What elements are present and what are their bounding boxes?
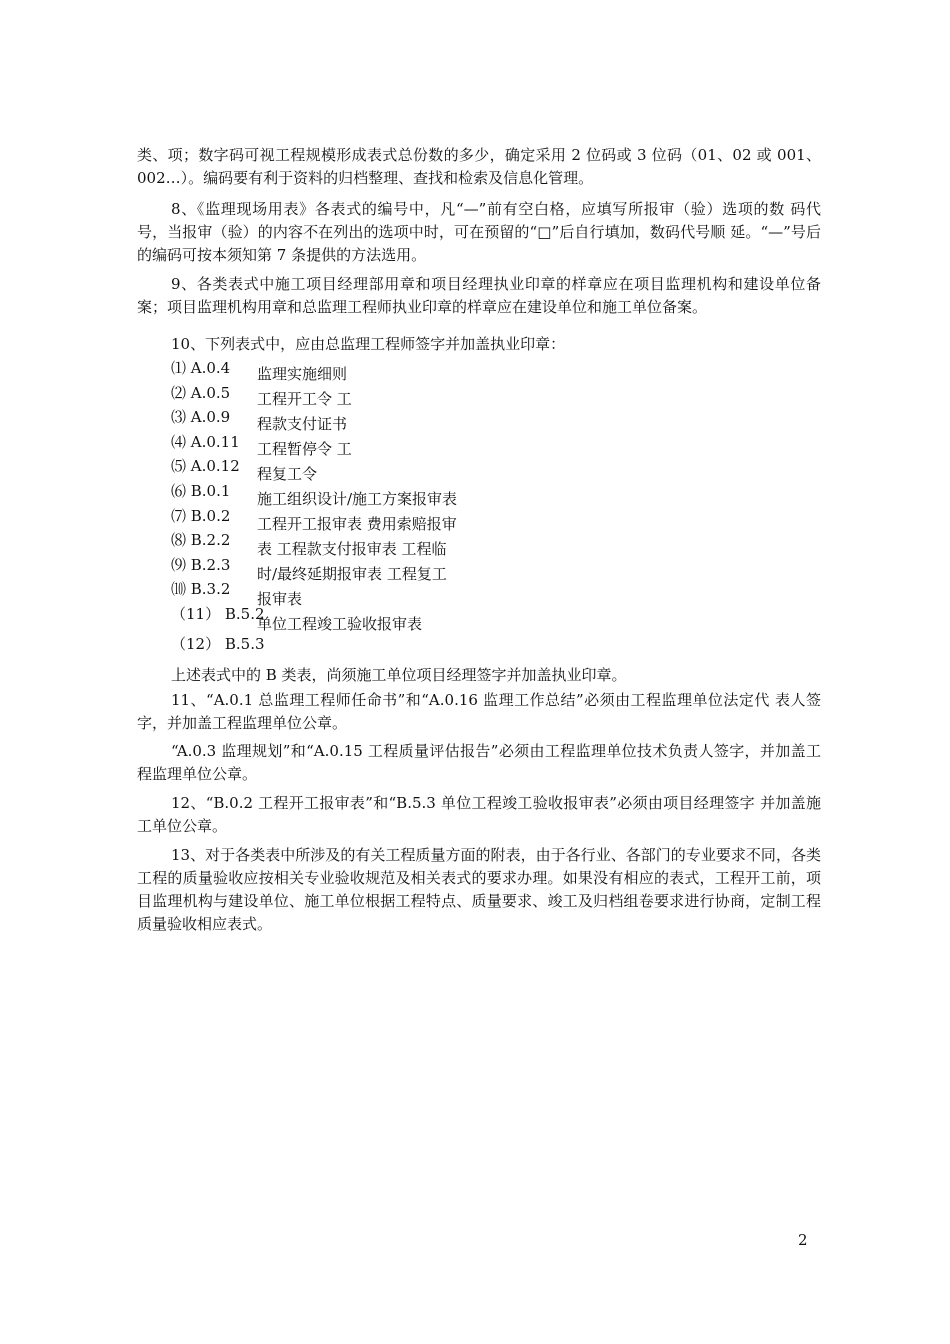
paragraph-9: 9、各类表式中施工项目经理部用章和项目经理执业印章的样章应在项目监理机构和建设单位备案；项目监理机构用章和总监理工程师执业印章的样章应在建设单位和施工单位备案。	[137, 275, 821, 316]
form-name-list	[257, 362, 492, 637]
paragraph-10: 10、下列表式中，应由总监理工程师签字并加盖执业印章：	[171, 335, 566, 353]
paragraph-10-note: 上述表式中的 B 类表，尚须施工单位项目经理签字并加盖执业印章。	[171, 666, 627, 684]
form-name: 程款支付证书	[257, 415, 348, 433]
form-code: ⑷ A.0.11	[171, 432, 240, 451]
form-name: 工程暂停令 工	[257, 440, 352, 458]
form-code: ⑽ B.3.2	[171, 580, 231, 599]
form-code: ⑺ B.0.2	[171, 506, 231, 525]
form-code: ⑼ B.2.3	[171, 555, 231, 574]
form-code: ⑶ A.0.9	[171, 408, 231, 427]
form-code: ⑵ A.0.5	[171, 383, 231, 402]
paragraph-11b: “A.0.3 监理规划”和“A.0.15 工程质量评估报告”必须由工程监理单位技术负责人签字，并加盖工程监理单位公章。	[137, 742, 821, 783]
form-code: ⑹ B.0.1	[171, 481, 231, 500]
paragraph-13: 13、对于各类表中所涉及的有关工程质量方面的附表，由于各行业、各部门的专业要求不同，各类工程的质量验收应按相关专业验收规范及相关表式的要求办理。如果没有相应的表式，工程开工前，项目监理机构与建设单位、施工单位根据工程特点、质量要求、竣工及归档组卷要求进行协商，定制工程质量验收相应表式。	[137, 846, 821, 933]
form-name: 施工组织设计/施工方案报审表	[257, 490, 458, 508]
paragraph-12: 12、“B.0.2 工程开工报审表”和“B.5.3 单位工程竣工验收报审表”必须由项目经理签字 并加盖施工单位公章。	[137, 794, 821, 835]
form-name: 工程开工令 工	[257, 390, 352, 408]
page-number: 2	[798, 1231, 808, 1249]
form-name: 单位工程竣工验收报审表	[257, 615, 423, 633]
form-name: 时/最终延期报审表 工程复工	[257, 565, 447, 583]
form-code: ⑴ A.0.4	[171, 359, 231, 377]
paragraph-continued: 类、项；数字码可视工程规模形成表式总份数的多少，确定采用 2 位码或 3 位码（01、02 或 001、002…）。编码要有利于资料的归档整理、查找和检索及信息化管理。	[137, 146, 821, 187]
form-name: 工程开工报审表 费用索赔报审	[257, 515, 457, 533]
form-code: ⑸ A.0.12	[171, 457, 240, 476]
form-code-list	[171, 357, 265, 658]
form-name: 表 工程款支付报审表 工程临	[257, 540, 447, 558]
form-name: 监理实施细则	[257, 365, 348, 383]
paragraph-11a: 11、“A.0.1 总监理工程师任命书”和“A.0.16 监理工作总结”必须由工程监理单位法定代 表人签字，并加盖工程监理单位公章。	[137, 691, 821, 732]
paragraph-8: 8、《监理现场用表》各表式的编号中，凡“—”前有空白格，应填写所报审（验）选项的数 码代号，当报审（验）的内容不在列出的选项中时，可在预留的“□”后自行填加，数码代号顺 延。“—”号后的编码可按本须知第 7 条提供的方法选用。	[137, 200, 821, 264]
form-code: （12） B.5.3	[171, 634, 265, 653]
form-name: 程复工令	[257, 465, 318, 483]
form-code: ⑻ B.2.2	[171, 531, 231, 550]
form-name: 报审表	[257, 590, 303, 608]
form-code: （11） B.5.2	[171, 604, 265, 623]
